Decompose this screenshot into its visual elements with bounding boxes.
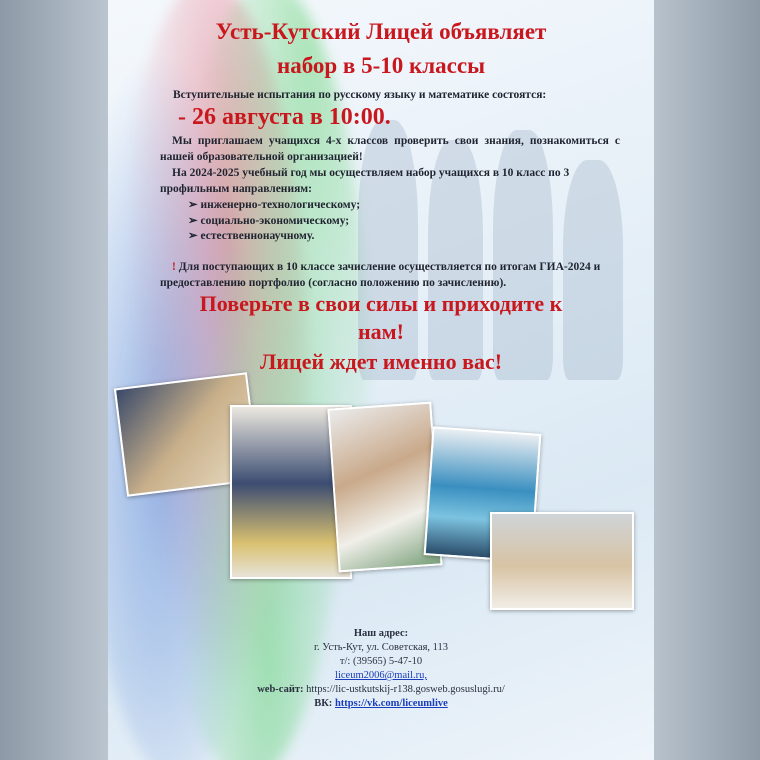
exams-intro: Вступительные испытания по русскому языку и математике состоятся:: [173, 89, 547, 101]
profile-item: ➢ социально-экономическому;: [188, 214, 360, 230]
vk-label: ВК:: [314, 698, 333, 709]
enrollment-note: [160, 260, 625, 291]
email-link[interactable]: liceum2006@mail.ru,: [335, 670, 427, 681]
note-text: Для поступающих в 10 классе зачисление осуществляется по итогам ГИА-2024 и предоставлению портфолио (согласно положению по зачислению).: [160, 261, 601, 289]
exam-date: - 26 августа в 10:00.: [178, 104, 391, 130]
photo-wooden-models: [490, 512, 634, 610]
profile-intro: На 2024-2025 учебный год мы осуществляем набор учащихся в 10 класс по 3 профильным направлениям:: [160, 167, 570, 195]
invite-text: Мы приглашаем учащихся 4-х классов проверить свои знания, познакомиться с нашей образовательной организацией!: [160, 135, 620, 163]
phone: т/: (39565) 5-47-10: [339, 656, 423, 667]
address: г. Усть-Кут, ул. Советская, 113: [313, 642, 449, 653]
vk-link[interactable]: https://vk.com/liceumlive: [334, 698, 448, 709]
call-line-3: Лицей ждет именно вас!: [259, 349, 503, 374]
web-label: web-сайт:: [257, 684, 304, 695]
poster: [108, 0, 654, 760]
contacts: [108, 627, 654, 711]
call-line-1: Поверьте в свои силы и приходите к: [199, 291, 563, 316]
call-line-2: нам!: [358, 319, 404, 344]
profile-item: ➢ естественнонаучному.: [188, 229, 360, 245]
title-line-1: Усть-Кутский Лицей объявляет: [215, 19, 547, 44]
title-line-2: набор в 5-10 классы: [276, 53, 486, 78]
profile-list: [188, 198, 360, 245]
address-heading: Наш адрес:: [353, 628, 409, 639]
profile-item: ➢ инженерно-технологическому;: [188, 198, 360, 214]
note-mark: !: [172, 261, 176, 273]
website-link[interactable]: https://lic-ustkutskij-r138.gosweb.gosuslugi.ru/: [306, 684, 505, 695]
